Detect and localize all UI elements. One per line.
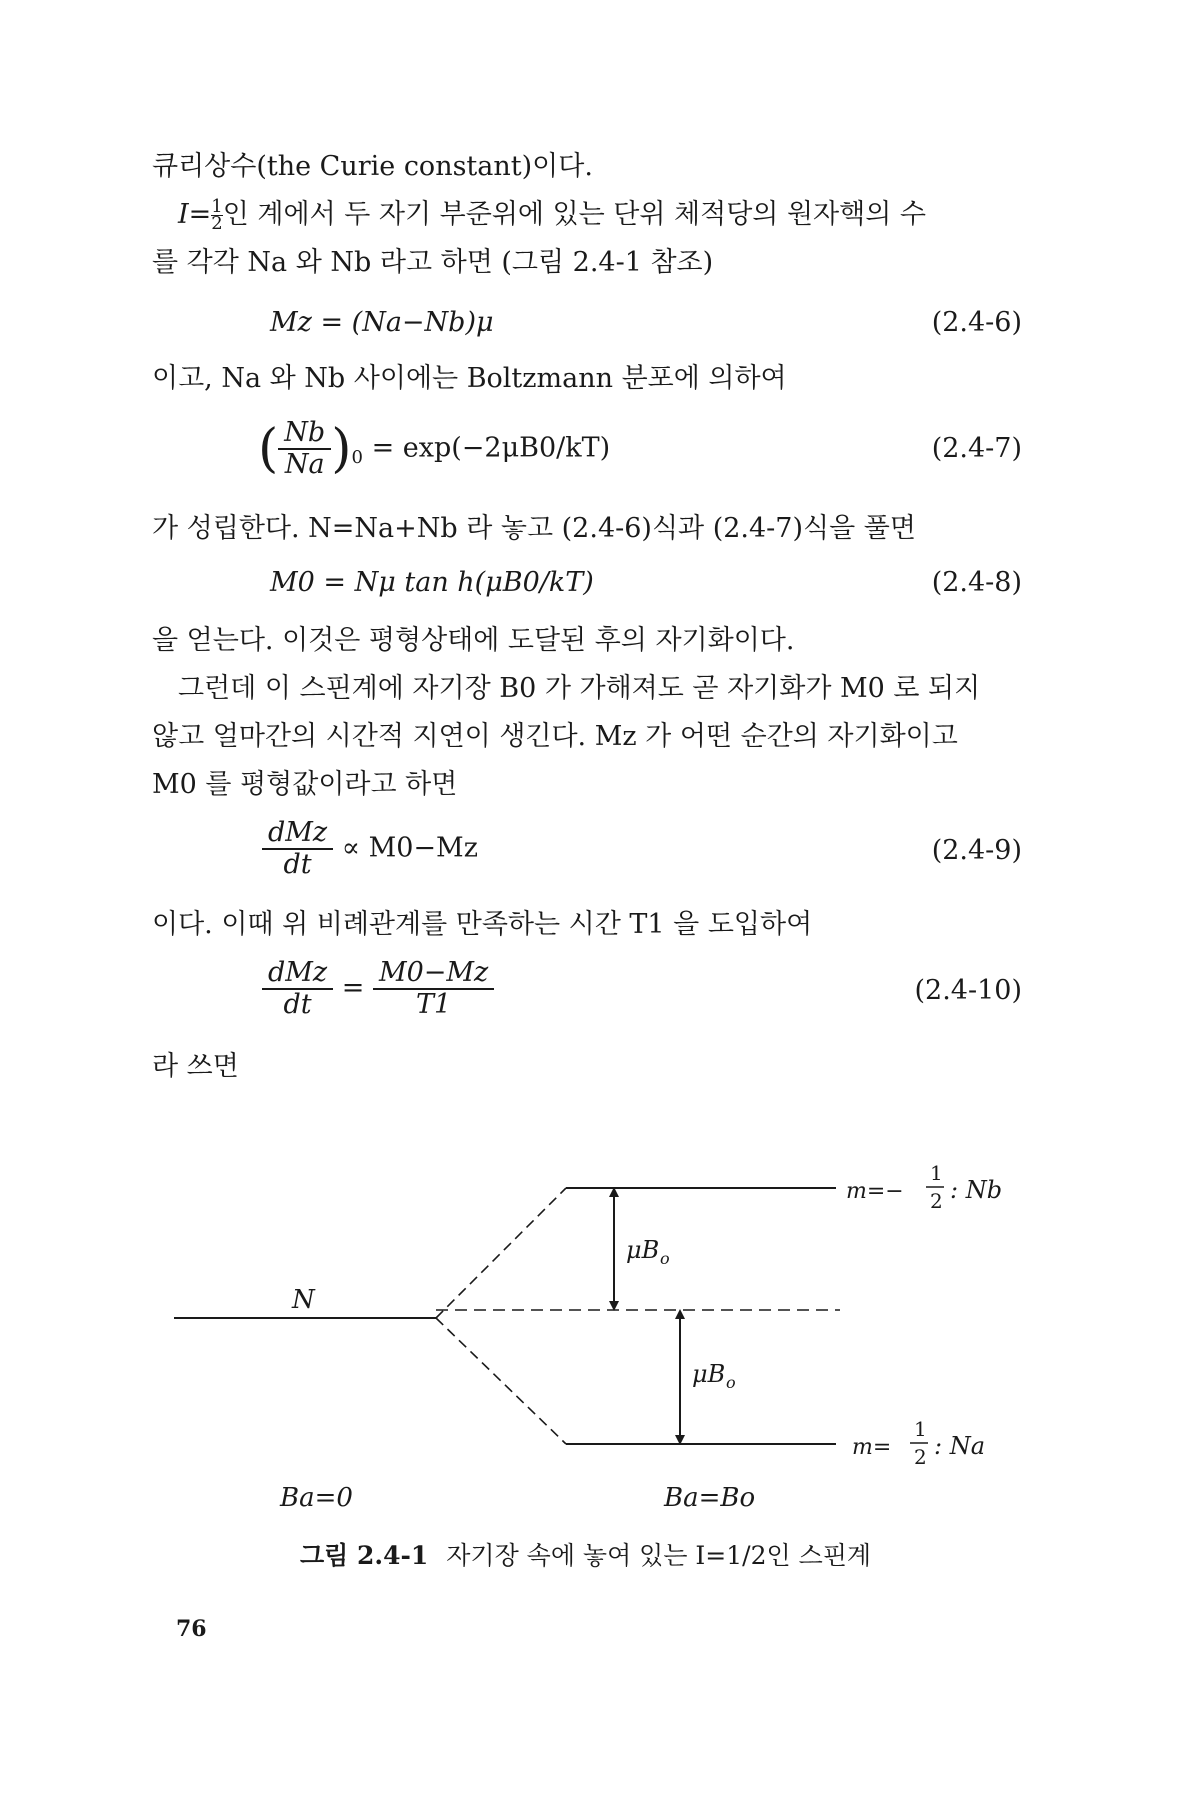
equation-2-4-8: M0 = Nμ tan h(μB0/kT) [270, 567, 594, 598]
upper-m-label: m=− [846, 1179, 904, 1204]
applied-field-label: Ba=Bo [664, 1483, 756, 1513]
upper-gap-label: μB [626, 1236, 660, 1264]
text-line-9: M0 를 평형값이라고 하면 [152, 769, 458, 800]
equation-number-2-4-6: (2.4-6) [931, 307, 1022, 338]
equation-2-4-7-rhs: = exp(−2μB0/kT) [371, 432, 611, 464]
upper-population-label: : Nb [950, 1176, 1003, 1204]
text-line-2-lhs: I= [178, 199, 212, 230]
figure-caption-text: 자기장 속에 놓여 있는 I=1/2인 스핀계 [446, 1541, 872, 1570]
upper-transition-dash [436, 1188, 566, 1318]
time-derivative: $\frac{\text{dMz}}{dt}$ [262, 818, 333, 880]
equation-number-2-4-10: (2.4-10) [914, 975, 1022, 1006]
left-paren: ( [258, 419, 279, 479]
text-line-2-rest: 인 계에서 두 자기 부준위에 있는 단위 체적당의 원자핵의 수 [222, 199, 926, 230]
lower-m-label: m= [852, 1435, 892, 1460]
lower-gap-label: μB [692, 1360, 726, 1388]
text-line-1: 큐리상수(the Curie constant)이다. [152, 151, 593, 182]
equation-2-4-10 [262, 958, 494, 1020]
page-number: 76 [176, 1616, 207, 1642]
right-paren: ) [331, 419, 352, 479]
equation-number-2-4-8: (2.4-8) [931, 567, 1022, 598]
text-line-6: 을 얻는다. 이것은 평형상태에 도달된 후의 자기화이다. [152, 625, 795, 656]
text-line-4: 이고, Na 와 Nb 사이에는 Boltzmann 분포에 의하여 [152, 363, 787, 394]
equation-2-4-7: ( $\frac{Nb}{Na}$ )$_0 = \exp(-2\mu B0/kT)$ [258, 417, 611, 480]
text-line-2 [178, 198, 926, 232]
time-derivative: $\frac{\text{dMz}}{dt}$ [262, 958, 333, 1020]
energy-level-diagram [0, 1100, 1200, 1700]
text-line-7: 그런데 이 스핀계에 자기장 B0 가 가해져도 곧 자기화가 M0 로 되지 [178, 673, 981, 704]
lower-frac-den: 2 [914, 1445, 927, 1469]
text-line-11: 라 쓰면 [152, 1051, 239, 1082]
population-ratio: $\frac{Nb}{Na}$ [278, 418, 331, 480]
equation-number-2-4-9: (2.4-9) [931, 835, 1022, 866]
upper-gap-subscript: o [660, 1249, 670, 1268]
equals-sign: = [341, 972, 365, 1004]
equation-2-4-9 [262, 818, 478, 880]
upper-frac-num: 1 [930, 1161, 943, 1185]
half-fraction: $\frac{1}{2}$ [211, 196, 223, 234]
equation-2-4-6: Mz = (Na−Nb)μ [270, 307, 494, 338]
text-line-3: 를 각각 Na 와 Nb 라고 하면 (그림 2.4-1 참조) [152, 247, 714, 278]
lower-gap-subscript: o [726, 1373, 736, 1392]
upper-frac-den: 2 [930, 1189, 943, 1213]
figure-caption [300, 1540, 871, 1572]
relaxation-ratio: $\frac{M0-Mz}{T1}$ [373, 958, 494, 1020]
text-line-10: 이다. 이때 위 비례관계를 만족하는 시간 T1 을 도입하여 [152, 909, 813, 940]
n-label: N [292, 1285, 315, 1315]
equation-number-2-4-7: (2.4-7) [931, 433, 1022, 464]
lower-frac-num: 1 [914, 1417, 927, 1441]
figure-number: 그림 2.4-1 [300, 1541, 429, 1570]
equation-2-4-9-rhs: ∝ M0−Mz [341, 832, 478, 864]
zero-field-label: Ba=0 [280, 1483, 353, 1513]
lower-transition-dash [436, 1318, 566, 1444]
text-line-5: 가 성립한다. N=Na+Nb 라 놓고 (2.4-6)식과 (2.4-7)식을 풀면 [152, 513, 916, 544]
lower-population-label: : Na [934, 1432, 986, 1460]
text-line-8: 않고 얼마간의 시간적 지연이 생긴다. Mz 가 어떤 순간의 자기화이고 [152, 721, 958, 752]
